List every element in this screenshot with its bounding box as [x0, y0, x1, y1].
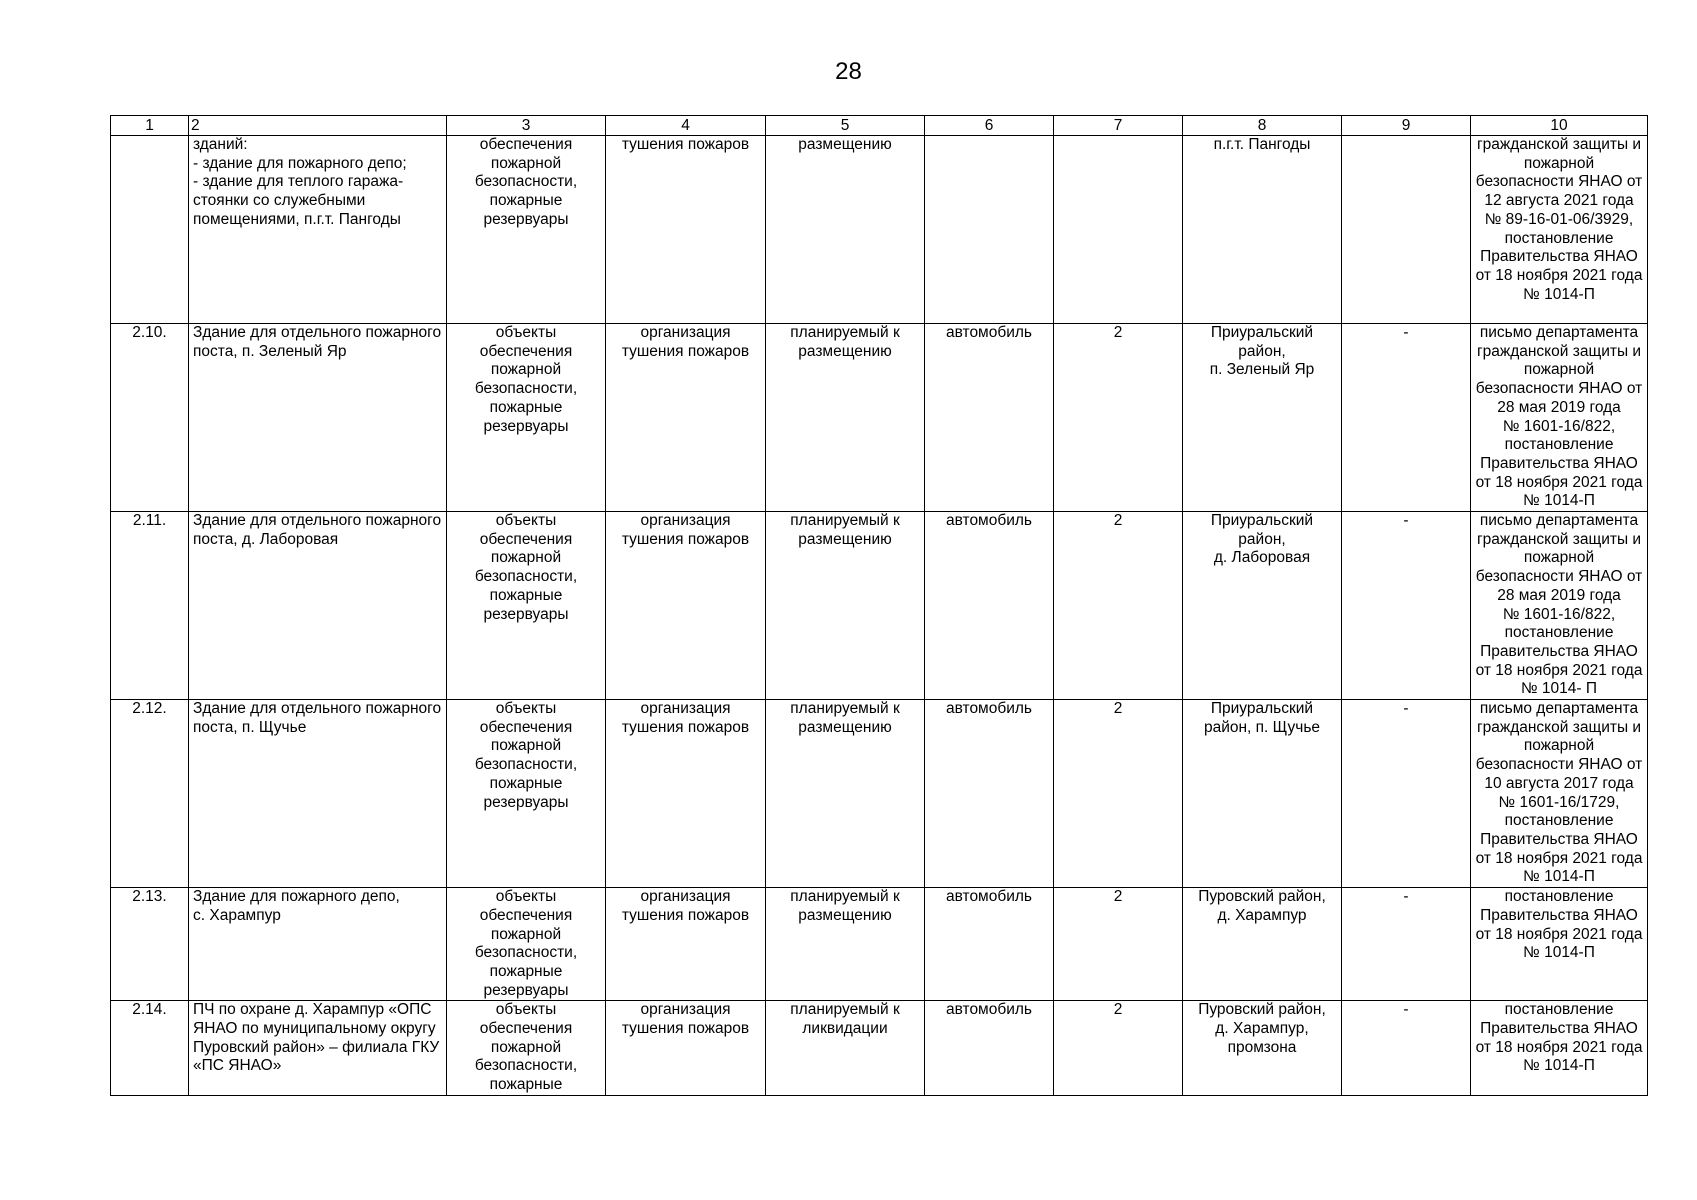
object-transport: [925, 136, 1054, 324]
object-count: [1054, 136, 1183, 324]
row-number: 2.12.: [111, 700, 189, 888]
object-count: 2: [1054, 888, 1183, 1001]
object-type: объекты обеспечения пожарной безопасности, пожарные: [447, 1001, 606, 1096]
column-header: 5: [766, 116, 925, 136]
object-type: объекты обеспечения пожарной безопасности, пожарные резервуары: [447, 888, 606, 1001]
object-transport: автомобиль: [925, 512, 1054, 700]
object-name: ПЧ по охране д. Харампур «ОПС ЯНАО по муниципальному округу Пуровский район» – филиала ГКУ «ПС ЯНАО»: [189, 1001, 447, 1096]
object-name: зданий: - здание для пожарного депо; - здание для теплого гаража-стоянки со служебными помещениями, п.г.т. Пангоды: [189, 136, 447, 324]
page-number: 28: [835, 58, 862, 85]
row-number: 2.10.: [111, 324, 189, 512]
row-number: 2.13.: [111, 888, 189, 1001]
object-status: планируемый к размещению: [766, 700, 925, 888]
object-zone: -: [1342, 700, 1471, 888]
column-header: 2: [189, 116, 447, 136]
object-status: планируемый к размещению: [766, 324, 925, 512]
facilities-table: [110, 115, 1648, 1096]
row-number: 2.11.: [111, 512, 189, 700]
object-count: 2: [1054, 512, 1183, 700]
column-header: 3: [447, 116, 606, 136]
column-header: 7: [1054, 116, 1183, 136]
object-name: Здание для пожарного депо, с. Харампур: [189, 888, 447, 1001]
column-header: 8: [1183, 116, 1342, 136]
object-type: объекты обеспечения пожарной безопасности, пожарные резервуары: [447, 324, 606, 512]
object-basis: письмо департамента гражданской защиты и пожарной безопасности ЯНАО от 28 мая 2019 года № 1601-16/822, постановление Правительства ЯНАО от 18 ноября 2021 года № 1014-П: [1471, 324, 1648, 512]
object-zone: -: [1342, 324, 1471, 512]
object-name: Здание для отдельного пожарного поста, п. Щучье: [189, 700, 447, 888]
object-purpose: организация тушения пожаров: [606, 512, 766, 700]
column-header: 9: [1342, 116, 1471, 136]
table-row: [111, 136, 1648, 324]
row-number: 2.14.: [111, 1001, 189, 1096]
object-purpose: организация тушения пожаров: [606, 324, 766, 512]
column-header: 1: [111, 116, 189, 136]
table-row: [111, 700, 1648, 888]
column-header: 4: [606, 116, 766, 136]
object-status: планируемый к размещению: [766, 888, 925, 1001]
object-count: 2: [1054, 324, 1183, 512]
object-purpose: организация тушения пожаров: [606, 700, 766, 888]
object-basis: гражданской защиты и пожарной безопасности ЯНАО от 12 августа 2021 года № 89-16-01-06/3929, постановление Правительства ЯНАО от 18 ноября 2021 года № 1014-П: [1471, 136, 1648, 324]
table-row: [111, 512, 1648, 700]
object-location: Пуровский район, д. Харампур: [1183, 888, 1342, 1001]
object-status: планируемый к ликвидации: [766, 1001, 925, 1096]
object-transport: автомобиль: [925, 888, 1054, 1001]
object-transport: автомобиль: [925, 324, 1054, 512]
object-location: Приуральский район, д. Лаборовая: [1183, 512, 1342, 700]
object-basis: постановление Правительства ЯНАО от 18 ноября 2021 года № 1014-П: [1471, 888, 1648, 1001]
object-purpose: тушения пожаров: [606, 136, 766, 324]
object-type: объекты обеспечения пожарной безопасности, пожарные резервуары: [447, 512, 606, 700]
object-location: Приуральский район, п. Щучье: [1183, 700, 1342, 888]
object-transport: автомобиль: [925, 1001, 1054, 1096]
object-basis: письмо департамента гражданской защиты и пожарной безопасности ЯНАО от 28 мая 2019 года № 1601-16/822, постановление Правительства ЯНАО от 18 ноября 2021 года № 1014- П: [1471, 512, 1648, 700]
column-header: 10: [1471, 116, 1648, 136]
object-zone: -: [1342, 512, 1471, 700]
object-transport: автомобиль: [925, 700, 1054, 888]
column-header: 6: [925, 116, 1054, 136]
object-type: объекты обеспечения пожарной безопасности, пожарные резервуары: [447, 700, 606, 888]
column-number-row: [111, 116, 1648, 136]
object-zone: -: [1342, 888, 1471, 1001]
object-zone: -: [1342, 1001, 1471, 1096]
row-number: [111, 136, 189, 324]
table-row: [111, 1001, 1648, 1096]
table-row: [111, 888, 1648, 1001]
object-status: размещению: [766, 136, 925, 324]
object-name: Здание для отдельного пожарного поста, п. Зеленый Яр: [189, 324, 447, 512]
object-basis: письмо департамента гражданской защиты и пожарной безопасности ЯНАО от 10 августа 2017 года № 1601-16/1729, постановление Правительства ЯНАО от 18 ноября 2021 года № 1014-П: [1471, 700, 1648, 888]
object-location: Приуральский район, п. Зеленый Яр: [1183, 324, 1342, 512]
object-location: Пуровский район, д. Харампур, промзона: [1183, 1001, 1342, 1096]
object-count: 2: [1054, 700, 1183, 888]
object-type: обеспечения пожарной безопасности, пожарные резервуары: [447, 136, 606, 324]
object-basis: постановление Правительства ЯНАО от 18 ноября 2021 года № 1014-П: [1471, 1001, 1648, 1096]
object-count: 2: [1054, 1001, 1183, 1096]
object-purpose: организация тушения пожаров: [606, 888, 766, 1001]
object-zone: [1342, 136, 1471, 324]
object-purpose: организация тушения пожаров: [606, 1001, 766, 1096]
table-row: [111, 324, 1648, 512]
object-name: Здание для отдельного пожарного поста, д. Лаборовая: [189, 512, 447, 700]
object-status: планируемый к размещению: [766, 512, 925, 700]
object-location: п.г.т. Пангоды: [1183, 136, 1342, 324]
